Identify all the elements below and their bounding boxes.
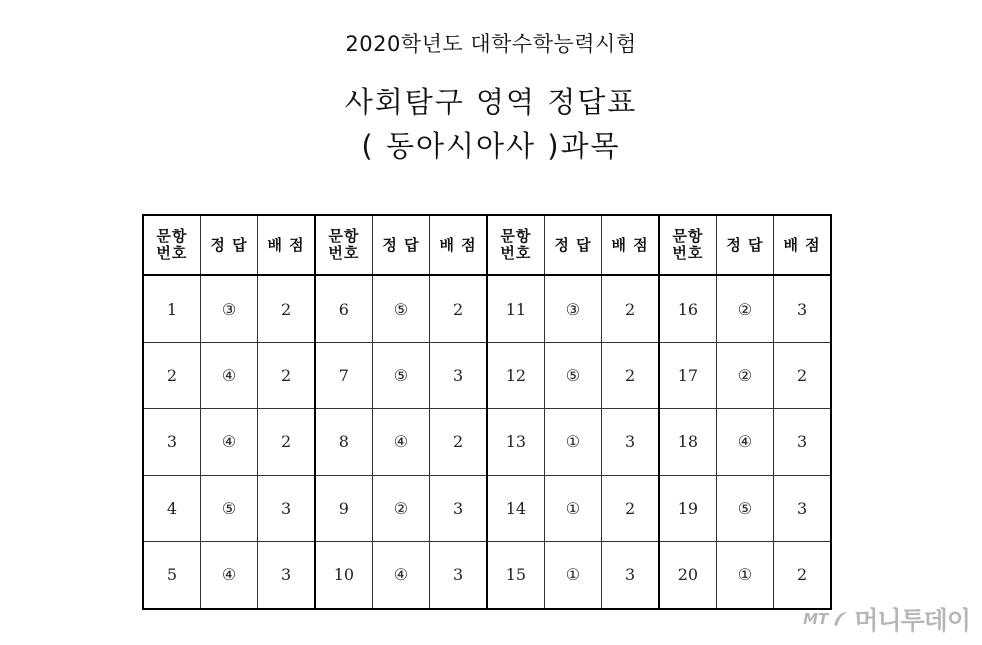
answer-cell: ①	[716, 541, 773, 609]
table-row	[143, 275, 831, 343]
points-cell: 2	[258, 343, 315, 409]
question-number-cell: 17	[659, 343, 716, 409]
table-row	[143, 475, 831, 541]
header-question-number: 문항 번호	[487, 215, 544, 275]
header-answer: 정 답	[200, 215, 257, 275]
points-cell: 2	[774, 343, 831, 409]
question-number-cell: 20	[659, 541, 716, 609]
header-points: 배 점	[430, 215, 487, 275]
answer-cell: ⑤	[716, 475, 773, 541]
question-number-cell: 19	[659, 475, 716, 541]
answer-cell: ①	[544, 475, 601, 541]
question-number-cell: 11	[487, 275, 544, 343]
header-row	[143, 215, 831, 275]
answer-cell: ④	[372, 409, 429, 475]
answer-cell: ⑤	[372, 343, 429, 409]
points-cell: 2	[602, 343, 659, 409]
answer-cell: ②	[372, 475, 429, 541]
exam-title: 2020학년도 대학수학능력시험	[345, 32, 637, 56]
points-cell: 3	[602, 541, 659, 609]
header-answer: 정 답	[372, 215, 429, 275]
table-row	[143, 541, 831, 609]
question-number-cell: 4	[143, 475, 200, 541]
table-row	[143, 343, 831, 409]
points-cell: 3	[602, 409, 659, 475]
question-number-cell: 10	[315, 541, 372, 609]
answer-cell: ④	[200, 541, 257, 609]
points-cell: 3	[430, 475, 487, 541]
answer-cell: ③	[200, 275, 257, 343]
question-number-cell: 12	[487, 343, 544, 409]
points-cell: 3	[258, 475, 315, 541]
answer-cell: ④	[200, 343, 257, 409]
question-number-cell: 9	[315, 475, 372, 541]
points-cell: 3	[258, 541, 315, 609]
question-number-cell: 3	[143, 409, 200, 475]
header-points: 배 점	[602, 215, 659, 275]
points-cell: 2	[258, 275, 315, 343]
header-points: 배 점	[258, 215, 315, 275]
answer-cell: ②	[716, 275, 773, 343]
answer-cell: ④	[372, 541, 429, 609]
points-cell: 3	[430, 541, 487, 609]
question-number-cell: 8	[315, 409, 372, 475]
points-cell: 2	[602, 275, 659, 343]
points-cell: 2	[258, 409, 315, 475]
question-number-cell: 1	[143, 275, 200, 343]
answer-cell: ①	[544, 541, 601, 609]
subject-title: ( 동아시아사 )과목	[361, 129, 621, 163]
header-answer: 정 답	[716, 215, 773, 275]
header-points: 배 점	[774, 215, 831, 275]
table-row	[143, 409, 831, 475]
points-cell: 2	[430, 275, 487, 343]
points-cell: 2	[430, 409, 487, 475]
swoosh-icon	[830, 609, 850, 629]
watermark-logo: MT	[803, 610, 829, 628]
points-cell: 3	[774, 475, 831, 541]
question-number-cell: 7	[315, 343, 372, 409]
points-cell: 2	[774, 541, 831, 609]
question-number-cell: 14	[487, 475, 544, 541]
answer-cell: ②	[716, 343, 773, 409]
header-question-number: 문항 번호	[659, 215, 716, 275]
header-question-number: 문항 번호	[143, 215, 200, 275]
points-cell: 2	[602, 475, 659, 541]
question-number-cell: 6	[315, 275, 372, 343]
header-answer: 정 답	[544, 215, 601, 275]
question-number-cell: 13	[487, 409, 544, 475]
points-cell: 3	[774, 409, 831, 475]
section-title: 사회탐구 영역 정답표	[344, 85, 638, 119]
answer-cell: ③	[544, 275, 601, 343]
answer-cell: ①	[544, 409, 601, 475]
header-question-number: 문항 번호	[315, 215, 372, 275]
answer-cell: ⑤	[372, 275, 429, 343]
points-cell: 3	[430, 343, 487, 409]
watermark-text: 머니투데이	[854, 606, 970, 635]
question-number-cell: 18	[659, 409, 716, 475]
watermark	[803, 601, 970, 637]
question-number-cell: 2	[143, 343, 200, 409]
answer-cell: ④	[200, 409, 257, 475]
answer-table	[142, 214, 832, 610]
question-number-cell: 15	[487, 541, 544, 609]
question-number-cell: 16	[659, 275, 716, 343]
points-cell: 3	[774, 275, 831, 343]
answer-cell: ④	[716, 409, 773, 475]
question-number-cell: 5	[143, 541, 200, 609]
answer-cell: ⑤	[200, 475, 257, 541]
answer-cell: ⑤	[544, 343, 601, 409]
